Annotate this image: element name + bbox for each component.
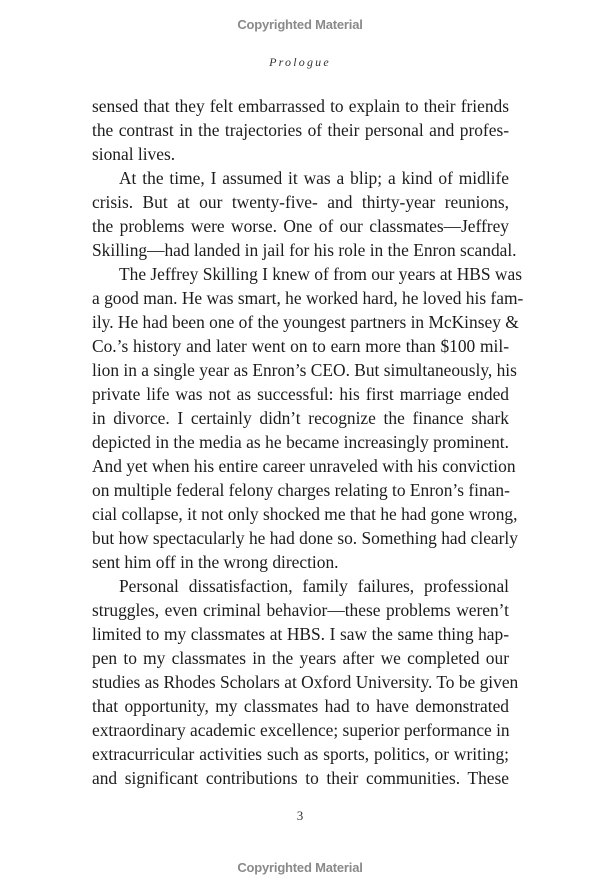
- text-line: depicted in the media as he became increasingly prominent.: [92, 432, 509, 452]
- text-line: Personal dissatisfaction, family failures, professional: [119, 576, 509, 596]
- text-line: extracurricular activities such as sports, politics, or writing;: [92, 744, 509, 764]
- text-line: on multiple federal felony charges relating to Enron’s finan-: [92, 480, 510, 500]
- text-line: sent him off in the wrong direction.: [92, 552, 339, 572]
- text-line: that opportunity, my classmates had to have demonstrated: [92, 696, 509, 716]
- text-line: struggles, even criminal behavior—these problems weren’t: [92, 600, 509, 620]
- copyright-watermark-bottom: Copyrighted Material: [237, 860, 363, 875]
- text-line: studies as Rhodes Scholars at Oxford University. To be given: [92, 672, 519, 692]
- text-line: extraordinary academic excellence; superior performance in: [92, 720, 510, 740]
- text-line: lion in a single year as Enron’s CEO. But simultaneously, his: [92, 360, 517, 380]
- text-line: limited to my classmates at HBS. I saw the same thing hap-: [92, 624, 509, 644]
- text-line: the problems were worse. One of our classmates—Jeffrey: [92, 216, 509, 236]
- page-number: 3: [296, 808, 304, 823]
- text-line: the contrast in the trajectories of their personal and profes-: [92, 120, 509, 140]
- running-head: Prologue: [269, 55, 331, 69]
- copyright-watermark-top: Copyrighted Material: [237, 17, 363, 32]
- text-line: Co.’s history and later went on to earn more than $100 mil-: [92, 336, 509, 356]
- text-line: crisis. But at our twenty-five- and thirty-year reunions,: [92, 192, 509, 212]
- text-line: And yet when his entire career unraveled with his conviction: [92, 456, 516, 476]
- text-line: sensed that they felt embarrassed to explain to their friends: [92, 96, 509, 116]
- text-line: sional lives.: [92, 144, 176, 164]
- text-line: Skilling—had landed in jail for his role in the Enron scandal.: [92, 240, 517, 260]
- text-line: At the time, I assumed it was a blip; a kind of midlife: [119, 168, 509, 188]
- text-line: but how spectacularly he had done so. Something had clearly: [92, 528, 518, 548]
- text-line: The Jeffrey Skilling I knew of from our years at HBS was: [119, 264, 522, 284]
- text-line: pen to my classmates in the years after we completed our: [92, 648, 509, 668]
- text-line: cial collapse, it not only shocked me that he had gone wrong,: [92, 504, 518, 524]
- text-line: in divorce. I certainly didn’t recognize the finance shark: [92, 408, 509, 428]
- text-line: ily. He had been one of the youngest partners in McKinsey &: [92, 312, 519, 332]
- text-line: private life was not as successful: his first marriage ended: [92, 384, 509, 404]
- text-line: and significant contributions to their communities. These: [92, 768, 509, 788]
- text-line: a good man. He was smart, he worked hard, he loved his fam-: [92, 288, 524, 308]
- page-body: [92, 94, 524, 790]
